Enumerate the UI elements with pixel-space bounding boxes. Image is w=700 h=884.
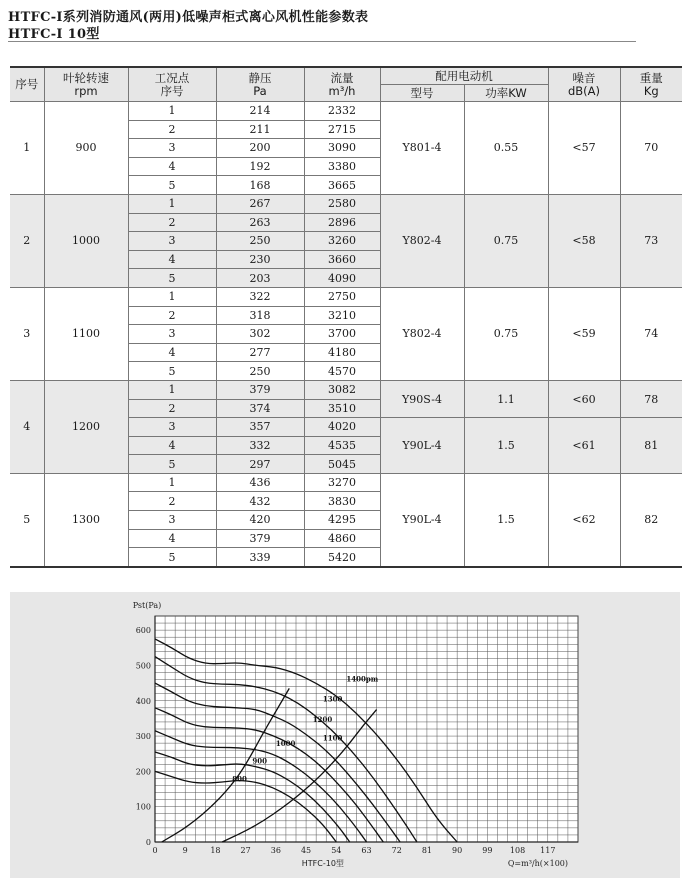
x-tick-label: 117 bbox=[540, 846, 556, 855]
header-point bbox=[128, 67, 216, 102]
cell-pressure: 302 bbox=[216, 325, 304, 344]
x-tick-label: 90 bbox=[452, 846, 463, 855]
cell-point: 3 bbox=[128, 511, 216, 530]
table-row bbox=[10, 473, 682, 492]
cell-pressure: 250 bbox=[216, 232, 304, 251]
y-tick-label: 600 bbox=[135, 626, 151, 636]
cell-model: Y802-4 bbox=[380, 194, 464, 287]
cell-pressure: 267 bbox=[216, 194, 304, 213]
y-tick-label: 200 bbox=[135, 767, 151, 777]
cell-point: 3 bbox=[128, 139, 216, 158]
header-seq: 序号 bbox=[10, 67, 44, 102]
page-subtitle: HTFC-Ⅰ 10型 bbox=[8, 27, 100, 42]
cell-weight: 81 bbox=[620, 418, 682, 474]
cell-flow: 2332 bbox=[304, 102, 380, 121]
cell-flow: 3082 bbox=[304, 380, 380, 399]
cell-pressure: 357 bbox=[216, 418, 304, 437]
cell-noise: <61 bbox=[548, 418, 620, 474]
header-noise-label: 噪音 bbox=[572, 70, 596, 85]
cell-point: 4 bbox=[128, 250, 216, 269]
cell-point: 3 bbox=[128, 232, 216, 251]
cell-power: 1.1 bbox=[464, 380, 548, 417]
y-tick-label: 100 bbox=[135, 802, 151, 812]
header-speed-label: 叶轮转速 bbox=[63, 70, 109, 85]
cell-pressure: 200 bbox=[216, 139, 304, 158]
header-weight-unit: Kg bbox=[643, 83, 659, 98]
cell-pressure: 379 bbox=[216, 380, 304, 399]
cell-pressure: 214 bbox=[216, 102, 304, 121]
y-tick-label: 0 bbox=[145, 838, 151, 847]
cell-power: 0.75 bbox=[464, 194, 548, 287]
performance-chart-svg bbox=[10, 592, 680, 878]
cell-point: 1 bbox=[128, 380, 216, 399]
cell-model: Y802-4 bbox=[380, 287, 464, 380]
cell-seq: 3 bbox=[10, 287, 44, 380]
cell-power: 0.55 bbox=[464, 102, 548, 195]
cell-point: 1 bbox=[128, 473, 216, 492]
x-tick-label: 63 bbox=[361, 846, 372, 855]
x-tick-label: 27 bbox=[240, 846, 251, 855]
cell-flow: 4020 bbox=[304, 418, 380, 437]
table-group bbox=[10, 194, 682, 287]
cell-flow: 4860 bbox=[304, 529, 380, 548]
curve-label: 1100 bbox=[322, 733, 343, 743]
header-pressure-unit: Pa bbox=[253, 83, 267, 98]
cell-weight: 82 bbox=[620, 473, 682, 566]
cell-flow: 3260 bbox=[304, 232, 380, 251]
cell-flow: 3700 bbox=[304, 325, 380, 344]
x-tick-label: 0 bbox=[152, 846, 158, 855]
x-tick-label: 81 bbox=[421, 846, 433, 855]
cell-power: 1.5 bbox=[464, 418, 548, 474]
y-tick-label: 400 bbox=[135, 696, 151, 706]
table-row bbox=[10, 287, 682, 306]
cell-weight: 78 bbox=[620, 380, 682, 417]
x-axis-label: Q=m³/h(×100) bbox=[507, 859, 568, 868]
header-flow-label: 流量 bbox=[330, 70, 354, 85]
header-power: 功率KW bbox=[464, 85, 548, 102]
cell-flow: 3830 bbox=[304, 492, 380, 511]
cell-point: 5 bbox=[128, 269, 216, 288]
x-tick-label: 72 bbox=[391, 846, 402, 855]
cell-point: 4 bbox=[128, 529, 216, 548]
cell-point: 2 bbox=[128, 492, 216, 511]
performance-table bbox=[10, 66, 682, 568]
cell-pressure: 168 bbox=[216, 176, 304, 195]
cell-point: 3 bbox=[128, 325, 216, 344]
y-tick-label: 300 bbox=[135, 732, 151, 742]
header-point-label: 工况点 bbox=[154, 70, 190, 85]
cell-rpm: 1100 bbox=[44, 287, 128, 380]
header-noise bbox=[548, 67, 620, 102]
header-pressure-label: 静压 bbox=[248, 70, 272, 85]
cell-pressure: 436 bbox=[216, 473, 304, 492]
table-group bbox=[10, 473, 682, 566]
cell-noise: <58 bbox=[548, 194, 620, 287]
curve-label: 800 bbox=[232, 774, 247, 784]
cell-model: Y801-4 bbox=[380, 102, 464, 195]
y-tick-label: 500 bbox=[135, 661, 151, 671]
cell-point: 2 bbox=[128, 399, 216, 418]
header-pressure bbox=[216, 67, 304, 102]
x-tick-label: 36 bbox=[270, 846, 281, 855]
x-tick-label: 108 bbox=[509, 846, 526, 855]
cell-flow: 2580 bbox=[304, 194, 380, 213]
cell-pressure: 297 bbox=[216, 455, 304, 474]
x-tick-label: 45 bbox=[300, 846, 312, 855]
cell-point: 2 bbox=[128, 213, 216, 232]
cell-pressure: 277 bbox=[216, 343, 304, 362]
cell-point: 2 bbox=[128, 306, 216, 325]
header-noise-unit: dB(A) bbox=[567, 83, 601, 98]
cell-point: 4 bbox=[128, 436, 216, 455]
table-row bbox=[10, 102, 682, 121]
table-group bbox=[10, 287, 682, 380]
cell-point: 1 bbox=[128, 287, 216, 306]
cell-weight: 74 bbox=[620, 287, 682, 380]
cell-point: 4 bbox=[128, 157, 216, 176]
cell-flow: 3270 bbox=[304, 473, 380, 492]
cell-pressure: 192 bbox=[216, 157, 304, 176]
cell-flow: 3660 bbox=[304, 250, 380, 269]
cell-point: 2 bbox=[128, 120, 216, 139]
cell-flow: 4535 bbox=[304, 436, 380, 455]
header-weight-label: 重量 bbox=[639, 70, 663, 85]
cell-pressure: 379 bbox=[216, 529, 304, 548]
cell-noise: <59 bbox=[548, 287, 620, 380]
title-rule bbox=[8, 41, 636, 42]
cell-point: 5 bbox=[128, 176, 216, 195]
header-motor: 配用电动机 bbox=[380, 67, 548, 85]
curve-label: 1300 bbox=[322, 694, 343, 704]
x-tick-label: 9 bbox=[182, 846, 188, 855]
table-row bbox=[10, 194, 682, 213]
x-tick-label: 18 bbox=[210, 846, 221, 855]
header-speed bbox=[44, 67, 128, 102]
cell-model: Y90L-4 bbox=[380, 418, 464, 474]
curve-label: 1400pm bbox=[346, 674, 379, 684]
cell-point: 1 bbox=[128, 102, 216, 121]
x-tick-label: 99 bbox=[482, 846, 493, 855]
curve-label: 1000 bbox=[275, 738, 296, 748]
cell-pressure: 230 bbox=[216, 250, 304, 269]
cell-flow: 3210 bbox=[304, 306, 380, 325]
cell-flow: 2896 bbox=[304, 213, 380, 232]
cell-power: 0.75 bbox=[464, 287, 548, 380]
cell-flow: 3090 bbox=[304, 139, 380, 158]
table-group bbox=[10, 380, 682, 473]
cell-flow: 4570 bbox=[304, 362, 380, 381]
cell-seq: 1 bbox=[10, 102, 44, 195]
y-axis-label: Pst(Pa) bbox=[132, 601, 162, 610]
cell-point: 1 bbox=[128, 194, 216, 213]
cell-flow: 3380 bbox=[304, 157, 380, 176]
cell-point: 5 bbox=[128, 362, 216, 381]
chart-caption: HTFC-10型 bbox=[301, 859, 344, 868]
x-tick-label: 54 bbox=[331, 846, 342, 855]
cell-flow: 3510 bbox=[304, 399, 380, 418]
cell-pressure: 250 bbox=[216, 362, 304, 381]
cell-pressure: 339 bbox=[216, 548, 304, 567]
cell-pressure: 211 bbox=[216, 120, 304, 139]
cell-pressure: 322 bbox=[216, 287, 304, 306]
cell-seq: 5 bbox=[10, 473, 44, 566]
cell-model: Y90S-4 bbox=[380, 380, 464, 417]
cell-weight: 73 bbox=[620, 194, 682, 287]
cell-weight: 70 bbox=[620, 102, 682, 195]
header-model: 型号 bbox=[380, 85, 464, 102]
cell-point: 4 bbox=[128, 343, 216, 362]
cell-flow: 2715 bbox=[304, 120, 380, 139]
curve-label: 1200 bbox=[312, 714, 333, 724]
cell-flow: 4180 bbox=[304, 343, 380, 362]
cell-noise: <57 bbox=[548, 102, 620, 195]
cell-rpm: 1300 bbox=[44, 473, 128, 566]
cell-pressure: 374 bbox=[216, 399, 304, 418]
cell-rpm: 1200 bbox=[44, 380, 128, 473]
cell-point: 3 bbox=[128, 418, 216, 437]
cell-flow: 4090 bbox=[304, 269, 380, 288]
curve-label: 900 bbox=[252, 756, 267, 766]
cell-flow: 4295 bbox=[304, 511, 380, 530]
cell-flow: 3665 bbox=[304, 176, 380, 195]
cell-seq: 2 bbox=[10, 194, 44, 287]
cell-noise: <62 bbox=[548, 473, 620, 566]
cell-pressure: 318 bbox=[216, 306, 304, 325]
cell-model: Y90L-4 bbox=[380, 473, 464, 566]
cell-noise: <60 bbox=[548, 380, 620, 417]
cell-point: 5 bbox=[128, 548, 216, 567]
header-flow-unit: m³/h bbox=[328, 83, 356, 98]
header-flow bbox=[304, 67, 380, 102]
cell-power: 1.5 bbox=[464, 473, 548, 566]
cell-pressure: 263 bbox=[216, 213, 304, 232]
cell-flow: 2750 bbox=[304, 287, 380, 306]
cell-pressure: 432 bbox=[216, 492, 304, 511]
cell-pressure: 420 bbox=[216, 511, 304, 530]
table-group bbox=[10, 102, 682, 195]
cell-point: 5 bbox=[128, 455, 216, 474]
table-row bbox=[10, 380, 682, 399]
cell-rpm: 900 bbox=[44, 102, 128, 195]
header-point-sub: 序号 bbox=[160, 83, 184, 98]
header-weight bbox=[620, 67, 682, 102]
cell-flow: 5420 bbox=[304, 548, 380, 567]
performance-chart bbox=[10, 592, 680, 878]
cell-pressure: 203 bbox=[216, 269, 304, 288]
header-speed-unit: rpm bbox=[74, 83, 98, 98]
cell-seq: 4 bbox=[10, 380, 44, 473]
page-title: HTFC-Ⅰ系列消防通风(两用)低噪声柜式离心风机性能参数表 bbox=[8, 10, 369, 25]
cell-flow: 5045 bbox=[304, 455, 380, 474]
cell-rpm: 1000 bbox=[44, 194, 128, 287]
cell-pressure: 332 bbox=[216, 436, 304, 455]
